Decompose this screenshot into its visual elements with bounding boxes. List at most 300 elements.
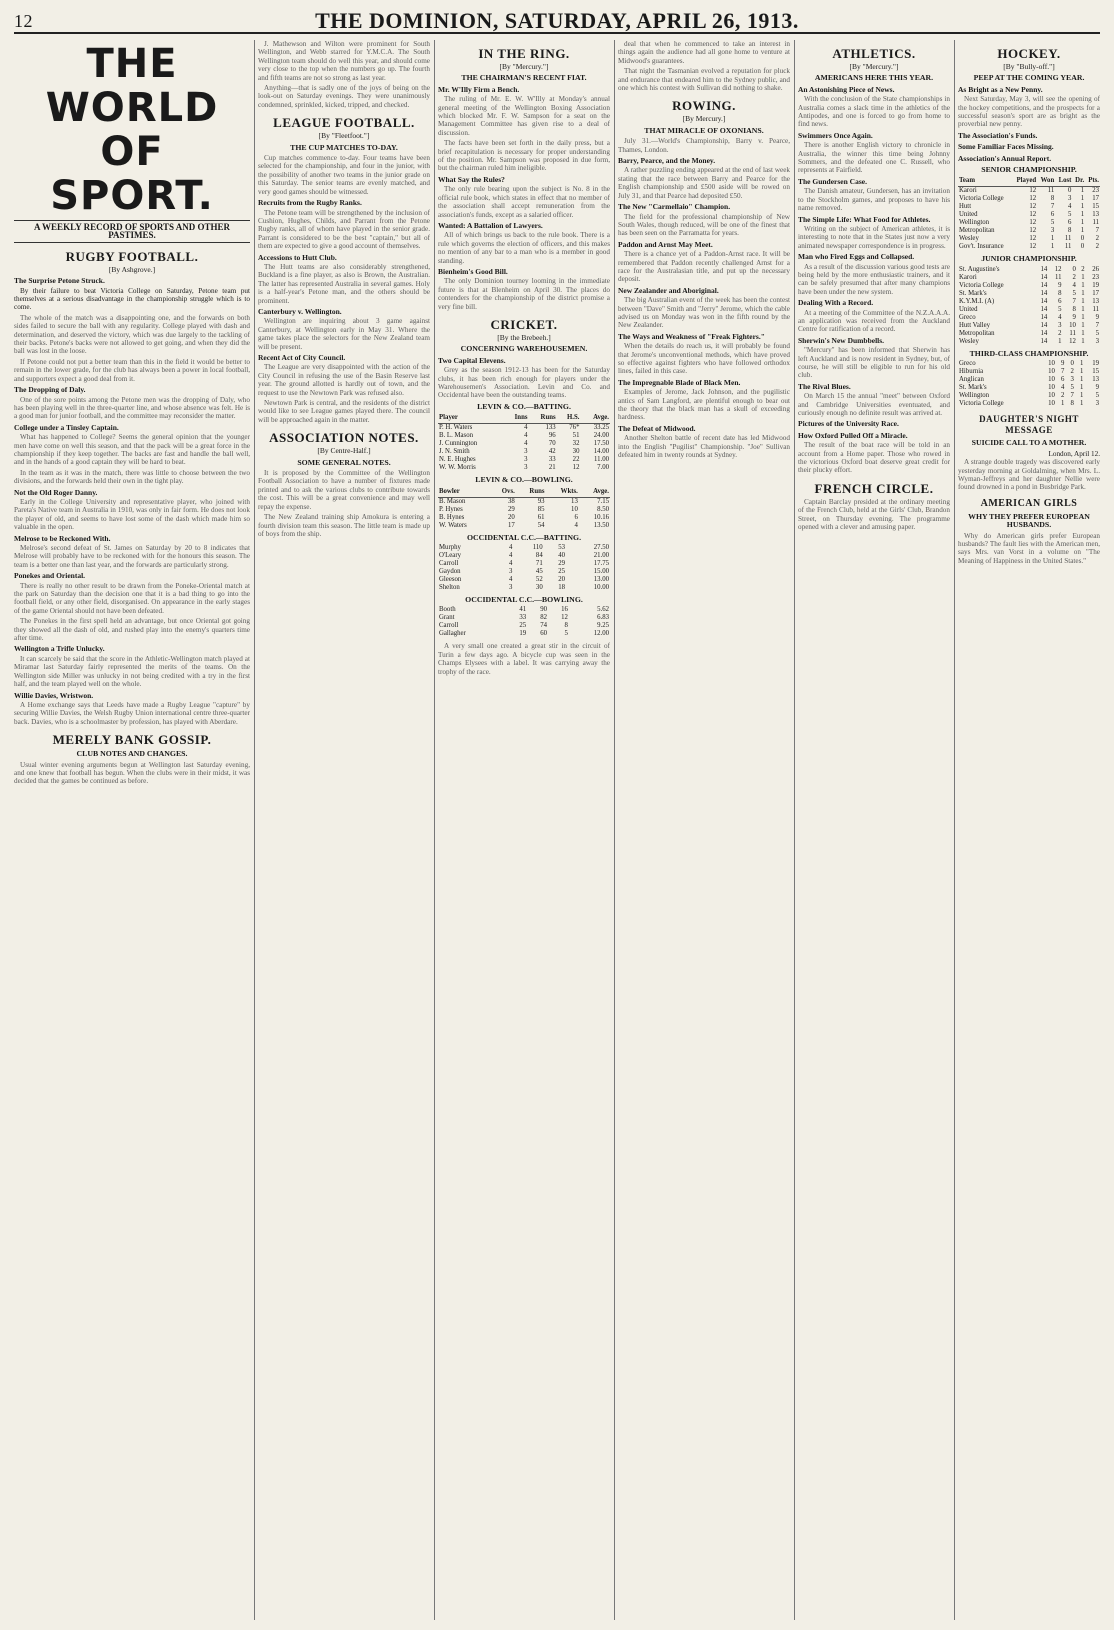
table-row	[958, 243, 1100, 251]
table-cell: 110	[532, 544, 543, 552]
article-subheading: Man who Fired Eggs and Collapsed.	[798, 252, 915, 262]
table-cell: 12	[1029, 227, 1037, 235]
table-cell: 10	[1069, 321, 1076, 329]
article-subheading: Willie Davies, Wristwon.	[14, 690, 94, 700]
body-text: Captain Barclay presided at the ordinary meeting of the French Club, held at the Girls' Club, Brandon Street, on Thursday evening. The programme opened with a clever and amusing paper.	[798, 497, 950, 532]
article-subheading: Mr. W'Illy Firm a Bench.	[438, 84, 520, 94]
table-cell: 3	[1095, 400, 1099, 408]
table-cell: 1	[1081, 337, 1085, 345]
table-cell: 4	[508, 576, 513, 584]
column-athletics	[798, 40, 950, 1620]
table-cell: 26	[1092, 265, 1099, 273]
table-cell: 1	[1081, 289, 1085, 297]
table-cell: Hutt	[959, 203, 972, 211]
table-cell: 1	[1081, 273, 1085, 281]
table-cell: 13	[1092, 297, 1099, 305]
table-cell: 14	[1040, 273, 1048, 281]
hockey-subheading: PEEP AT THE COMING YEAR.	[973, 73, 1085, 83]
table-cell: 32	[572, 440, 580, 448]
section-subtitle: A WEEKLY RECORD OF SPORTS AND OTHER PASTIMES.	[14, 220, 250, 243]
table-cell: St. Mark's	[959, 384, 987, 392]
table-cell: 5	[1095, 392, 1099, 400]
table-cell: Wesley	[959, 235, 979, 243]
article-subheading: The Simple Life: What Food for Athletes.	[798, 214, 931, 224]
article-subheading: The New "Carmellaio" Champion.	[618, 202, 731, 212]
table-row	[958, 314, 1100, 322]
table-row	[958, 211, 1100, 219]
table-row	[438, 544, 610, 552]
table-row	[958, 306, 1100, 314]
table-cell: Karori	[959, 273, 977, 281]
table-cell: 10	[1048, 392, 1055, 400]
rowing-subheading: THAT MIRACLE OF OXONIANS.	[644, 125, 764, 135]
table-cell: 1	[1081, 305, 1085, 313]
table-cell: 17.75	[593, 560, 609, 568]
league-subheading: THE CUP MATCHES TO-DAY.	[290, 142, 398, 152]
body-text: The New Zealand training ship Amokura is entering a fourth division team this season. The little team is made up of boys from the ship.	[258, 513, 430, 538]
table-cell: 6	[1050, 211, 1055, 219]
table-cell: W. W. Morris	[439, 464, 476, 472]
table-cell: 1	[1081, 313, 1085, 321]
body-text: The field for the professional championship of New South Wales, though reduced, will be one of the finest that has been seen on the Parramatta for years.	[618, 212, 790, 238]
table-row	[958, 384, 1100, 392]
article-subheading: Recent Act of City Council.	[258, 353, 346, 362]
article-subheading: Accessions to Hutt Club.	[258, 252, 337, 262]
table-cell: 12	[1069, 337, 1076, 345]
table-cell: 74	[540, 622, 548, 630]
table-cell: 13	[1092, 211, 1099, 219]
body-text: The facts have been set forth in the daily press, but a brief recapitulation is necessary for proper understanding of the position. Mr. Sampson was proposed in due form, but the chairman ruled him ineligible.	[438, 139, 610, 173]
body-text: The result of the boat race will be told in an account from a Home paper. Those who rowed in the victorious Oxford boat deserve great credit for their plucky effort.	[798, 441, 950, 475]
table-cell: United	[959, 211, 978, 219]
table-cell: Shelton	[439, 584, 460, 592]
table-cell: Gallagher	[439, 630, 466, 638]
body-text: "Mercury" has been informed that Sherwin has left Auckland and is now resident in Sydney, but, of course, he will still be eligible to run for his old club.	[798, 346, 950, 380]
assoc-subheading: SOME GENERAL NOTES.	[297, 457, 391, 467]
table-cell: 1	[1080, 392, 1084, 400]
athletics-subheading: AMERICANS HERE THIS YEAR.	[814, 73, 934, 83]
table-cell: 3	[524, 448, 528, 456]
table-cell: Anglican	[959, 376, 984, 384]
table-cell: 9.25	[597, 622, 609, 630]
ring-subheading: THE CHAIRMAN'S RECENT FIAT.	[461, 73, 587, 83]
body-text: There is a chance yet of a Paddon-Arnst race. It will be remembered that Paddon recently challenged Arnst for a race for the Australasian title, and put up the necessary deposit.	[618, 250, 790, 284]
table-cell: Carroll	[439, 622, 459, 630]
table-cell: Wellington	[959, 392, 990, 400]
table-cell: Gov't. Insurance	[959, 243, 1004, 251]
body-text: July 31.—World's Championship, Barry v. Pearce, Thames, London.	[618, 137, 790, 154]
table-cell: 27.50	[593, 544, 609, 552]
table-row	[958, 219, 1100, 227]
table-row	[438, 424, 610, 433]
table-cell: 19	[519, 630, 527, 638]
occidental-batting-heading: OCCIDENTAL C.C.—BATTING.	[466, 532, 582, 542]
body-text: All of which brings us back to the rule book. There is a rule which governs the election of officers, and this makes no mention of any bar to a man who is a member in good standing.	[438, 231, 610, 265]
table-row	[438, 606, 610, 614]
table-cell: 11	[1092, 219, 1099, 227]
table-cell: 6	[574, 513, 578, 521]
table-cell: N. E. Hughes	[439, 456, 476, 464]
levin-batting-heading: LEVIN & CO.—BATTING.	[477, 401, 571, 411]
table-row	[958, 235, 1100, 243]
article-subheading: Two Capital Elevens.	[438, 355, 506, 365]
body-text: When the details do reach us, it will probably be found that Jerome's unconventional methods, which have proved so effective against fighters who have followed orthodox lines, failed in this case.	[618, 342, 790, 376]
body-text: deal that when he commenced to take an interest in things again the audience had all gone home to venture at Midwood's guarantees.	[618, 40, 790, 65]
body-text: A strange double tragedy was discovered early yesterday morning at Goldalming, when Mrs. L. Wyman-Jeffreys and her daughter Nellie were found drowned in a pond in Busbridge Park.	[958, 458, 1100, 492]
table-cell: 14	[1040, 265, 1048, 273]
table-cell: Victoria College	[959, 195, 1004, 203]
table-cell: 4	[524, 432, 528, 440]
table-cell: 2	[1072, 273, 1076, 281]
body-text: It is proposed by the Committee of the Wellington Football Association to have a number of fixtures made printed and to ask the various clubs to contribute towards the cost. This will be a great convenience and may well repay the expense.	[258, 469, 430, 511]
table-cell: 5	[564, 630, 568, 638]
table-cell: 4	[1068, 203, 1072, 211]
athletics-heading: ATHLETICS.	[832, 46, 916, 61]
table-cell: 6.83	[597, 614, 609, 622]
table-row	[438, 432, 610, 440]
table-row	[958, 227, 1100, 235]
table-cell: 10.16	[593, 513, 609, 521]
article-subheading: As Bright as a New Penny.	[958, 84, 1043, 94]
body-text: At a meeting of the Committee of the N.Z.A.A.A. an application was received from the Auckland Centre for ratification of a record.	[798, 308, 950, 334]
article-subheading: Barry, Pearce, and the Money.	[618, 156, 716, 166]
table-row	[958, 400, 1100, 408]
article-subheading: The Association's Funds.	[958, 130, 1038, 140]
rugby-heading: RUGBY FOOTBALL.	[65, 248, 199, 264]
table-cell: Gleeson	[439, 576, 462, 584]
body-text: Grey as the season 1912-13 has been for the Saturday clubs, it has been rich enough for players under the Warehousemen's Association. Levin and Co. and Occidental have been the outstanding teams.	[438, 366, 610, 400]
table-cell: 19	[1092, 360, 1099, 368]
table-cell: 25	[558, 568, 566, 576]
table-cell: 84	[535, 552, 543, 560]
table-cell: 10	[1048, 368, 1055, 376]
article-subheading: The Gundersen Case.	[798, 176, 867, 186]
ring-heading: IN THE RING.	[478, 46, 570, 61]
table-cell: 93	[537, 497, 545, 505]
table-cell: 1	[1080, 227, 1085, 235]
table-cell: 12	[1029, 235, 1037, 243]
article-subheading: The Impregnable Blade of Black Men.	[618, 377, 741, 387]
table-cell: 2	[1058, 329, 1062, 337]
table-cell: 5	[1072, 289, 1076, 297]
table-cell: 8	[1050, 195, 1055, 203]
table-cell: 12	[1029, 187, 1037, 195]
body-text: The Danish amateur, Gundersen, has an invitation to the Stockholm games, and proposes to have his name removed.	[798, 187, 950, 213]
table-cell: P. H. Waters	[439, 424, 473, 432]
column-ring-cricket	[438, 40, 610, 1620]
table-cell: 11	[1092, 305, 1099, 313]
table-cell: 7.15	[597, 497, 609, 505]
body-text: The only rule bearing upon the subject is No. 8 in the official rule book, which states in effect that no member of the association shall accept remuneration from the association's funds, except as a salaried officer.	[438, 185, 610, 219]
table-row	[438, 440, 610, 448]
league-heading: LEAGUE FOOTBALL.	[273, 115, 415, 131]
table-cell: 17	[508, 521, 515, 529]
article-subheading: Not the Old Roger Danny.	[14, 487, 98, 497]
table-row	[438, 622, 610, 630]
table-cell: 4	[508, 560, 513, 568]
article-subheading: Dealing With a Record.	[798, 298, 874, 308]
article-subheading: Swimmers Once Again.	[798, 130, 873, 140]
table-row	[438, 552, 610, 560]
table-row	[438, 576, 610, 584]
table-cell: Gaydon	[439, 568, 461, 576]
article-subheading: Some Familiar Faces Missing.	[958, 142, 1054, 152]
table-cell: 14	[1040, 281, 1048, 289]
body-text: The ruling of Mr. E. W. W'Illy at Monday's annual general meeting of the Wellington Boxing Association which blocked Mr. F. W. Sampson for a seat on the Management Committee has given rise to a deal of discussion.	[438, 95, 610, 137]
table-cell: 4	[574, 521, 578, 529]
table-cell: Wellington	[959, 219, 990, 227]
table-cell: 23	[1092, 273, 1099, 281]
table-cell: 12	[1029, 195, 1037, 203]
table-cell: 12	[1029, 203, 1037, 211]
body-text: The only Dominion tourney looming in the immediate future is that at Blenheim on April 30. The places do contenders for the championship of the district promise a very fine bill.	[438, 277, 610, 311]
table-cell: 14	[1040, 313, 1048, 321]
table-cell: 3	[1050, 227, 1055, 235]
junior-championship-table	[958, 266, 1100, 346]
table-cell: 7.00	[597, 464, 609, 472]
table-cell: 2	[1095, 243, 1099, 251]
article-subheading: Pictures of the University Race.	[798, 419, 899, 429]
bank-heading: MERELY BANK GOSSIP.	[52, 732, 212, 748]
body-text: Writing on the subject of American athletes, it is interesting to note that in the States just now a very animated newspaper correspondence is in progress.	[798, 224, 950, 250]
table-cell: Karori	[959, 187, 977, 195]
body-text: Melrose's second defeat of St. James on Saturday by 20 to 8 indicates that Melrose will probably have to be reckoned with for the honours this season. The team is a better one than last year, and the forwards are particularly strong.	[14, 544, 250, 569]
table-cell: 10	[1048, 360, 1055, 368]
table-cell: Carroll	[439, 560, 459, 568]
table-cell: 12	[561, 614, 568, 622]
table-cell: 15.00	[593, 568, 609, 576]
table-cell: 1	[1080, 195, 1085, 203]
table-cell: 5	[1095, 329, 1099, 337]
body-text: On March 15 the annual "meet" between Oxford and Cambridge Universities eventuated, and curiously enough no definite result was arrived at.	[798, 392, 950, 418]
table-cell: 45	[535, 568, 543, 576]
table-cell: 12.00	[593, 630, 609, 638]
table-cell: 4	[1072, 281, 1076, 289]
table-row	[958, 392, 1100, 400]
levin-batting-table: Player Inns Runs H.S. Avge. P. H. Waters 4 133 76* 33.25 B. L. Mason 4 96 51 24.00 J. Cunnington 4 70 32 17.50 J. N. Smith 3 42 30 14.00 N. E. Hughes 3 33 22 11.00 W. W. Morris 3 21 12 7.00	[439, 414, 609, 472]
body-text: As a result of the discussion various good tests are being held by the more enthusiastic trainers, and it can be safely presumed that after many champions have been under the new system.	[798, 262, 950, 296]
body-text: That night the Tasmanian evolved a reputation for pluck and endurance that endeared him to the Sydney public, and one which his contest with Sullivan did nothing to shake.	[618, 67, 790, 93]
table-cell: 82	[540, 614, 548, 622]
table-cell: 61	[537, 513, 545, 521]
table-cell: Greco	[959, 313, 976, 321]
table-cell: 1	[1080, 211, 1085, 219]
table-cell: 41	[519, 606, 527, 614]
table-cell: Victoria College	[959, 400, 1004, 408]
table-cell: 20	[558, 576, 566, 584]
table-cell: Booth	[439, 606, 456, 614]
table-row	[958, 195, 1100, 203]
body-text: If Petone could not put a better team than this in the field it would be better to remain in the lower grade, for the club has always been a power in local football, and supporters expect a good deal from it.	[14, 357, 250, 383]
table-cell: 7	[1070, 392, 1074, 400]
table-cell: 21	[548, 464, 556, 472]
table-cell: 76*	[569, 424, 580, 432]
article-subheading: The Rival Blues.	[798, 381, 851, 391]
rowing-heading: ROWING.	[672, 98, 736, 114]
table-cell: B. Mason	[439, 497, 466, 505]
body-text: Early in the College University and representative player, who joined with Pareta's Native team in Australia in 1910, was only in fair form. He does not look the player of old, and seems to have lost some of the dash which made him so valuable in the open.	[14, 497, 250, 532]
body-text: The big Australian event of the week has been the contest between "Dave" Smith and "Jerry" Jerome, which the cable advised us on Monday was won in the fifth round by the New Zealander.	[618, 296, 790, 330]
table-cell: 4	[1058, 313, 1062, 321]
table-row	[958, 360, 1100, 368]
table-row	[438, 456, 610, 464]
hockey-heading: HOCKEY.	[997, 46, 1061, 61]
article-subheading: Ponekes and Oriental.	[14, 571, 86, 581]
table-cell: 7	[1072, 297, 1076, 305]
american-girls-subheading: WHY THEY PREFER EUROPEAN HUSBANDS.	[968, 511, 1090, 530]
table-cell: 1	[1060, 400, 1065, 408]
table-cell: 5	[1070, 384, 1074, 392]
table-cell: Greco	[959, 360, 976, 368]
table-cell: 10	[1048, 384, 1055, 392]
table-cell: Metropolitan	[959, 227, 995, 235]
table-cell: 10	[571, 505, 578, 513]
table-cell: O'Leary	[439, 552, 461, 560]
section-title: THE WORLD OF SPORT.	[45, 41, 219, 219]
table-cell: 3	[524, 456, 528, 464]
column-rugby	[14, 40, 250, 1620]
body-text: Why do American girls prefer European husbands? The fault lies with the American men, says Mrs. van Vorst in a volume on "The Meaning of Happiness in the United States."	[958, 531, 1100, 565]
article-subheading: Sherwin's New Dumbbells.	[798, 335, 885, 345]
table-cell: 15	[1092, 368, 1099, 376]
table-cell: 17	[1092, 195, 1099, 203]
table-row	[438, 497, 610, 506]
bank-subheading: CLUB NOTES AND CHANGES.	[76, 749, 188, 759]
table-cell: 3	[1068, 195, 1072, 203]
table-cell: 1	[1080, 376, 1084, 384]
table-cell: 5	[1058, 305, 1062, 313]
ring-byline: [By "Mercury."]	[499, 62, 549, 71]
page-number: 12	[14, 10, 33, 31]
table-row	[958, 266, 1100, 274]
article-subheading: Bienheim's Good Bill.	[438, 266, 508, 276]
table-row	[438, 568, 610, 576]
article-subheading: Paddon and Arnst May Meet.	[618, 239, 713, 249]
table-cell: 0	[1080, 235, 1085, 243]
table-cell: 6	[1060, 376, 1065, 384]
table-cell: 3	[1070, 376, 1074, 384]
table-cell: 51	[572, 432, 580, 440]
table-row	[438, 506, 610, 514]
table-cell: 1	[1050, 235, 1055, 243]
table-cell: 9	[1058, 281, 1062, 289]
table-cell: Wesley	[959, 337, 979, 345]
body-text: There is another English victory to chronicle in Australia, the winner this time being Johnny Sommers, and the defeated one C. Russell, who represents at Fairfield.	[798, 141, 950, 175]
table-cell: 1	[1080, 203, 1085, 211]
table-cell: 9	[1095, 313, 1099, 321]
body-text: In the team as it was in the match, there was little to choose between the two divisions, and the forwards held their own in the tight play.	[14, 468, 250, 486]
table-cell: 90	[540, 606, 548, 614]
table-cell: 5	[1050, 219, 1055, 227]
table-cell: 4	[508, 544, 513, 552]
table-cell: 33.25	[593, 424, 609, 432]
table-cell: W. Waters	[439, 521, 467, 529]
cricket-byline: [By the Brebeeh.]	[497, 332, 551, 342]
table-cell: 18	[558, 584, 566, 592]
table-cell: 7	[1060, 368, 1065, 376]
table-cell: 1	[1081, 297, 1085, 305]
table-cell: 17	[1092, 289, 1099, 297]
table-row	[438, 522, 610, 530]
body-text: Usual winter evening arguments begun at Wellington last Saturday evening, and one knew that football has begun. When the clubs were in their midst, it was decided that the games be continued as before.	[14, 760, 250, 786]
table-cell: 4	[524, 424, 528, 432]
table-cell: 1	[1050, 243, 1055, 251]
body-text: It can scarcely be said that the score in the Athletic-Wellington match played at Miramar last Saturday fairly represented the merits of the teams. On the Wellington side Miller was unlucky in not being credited with a try in the first half, and the team played well on the whole.	[14, 654, 250, 689]
table-cell: 33	[519, 614, 527, 622]
table-cell: 1	[1080, 187, 1085, 195]
article-paragraph: By their failure to beat Victoria College on Saturday, Petone team put themselves at a serious disadvantage in the championship struggle which is to come.	[14, 286, 250, 312]
article-subheading: The Dropping of Daly.	[14, 385, 86, 395]
table-cell: 12	[1029, 211, 1037, 219]
senior-championship-table: Team Played Won Lost Dr. Pts. Karori 12 11 0 1 23 Victoria College 12 8 3 1 17 Hutt 12 7 4 1 15 United 12 6 5 1 13 Wellington 12 5 6 1 11 Metropolitan 12 3 8 1 7 Wesley 12 1 11 0 2 Gov't. Insurance 12 1 11 0 2	[959, 177, 1099, 251]
table-row	[438, 614, 610, 622]
table-cell: 19	[1092, 281, 1099, 289]
table-cell: 12	[572, 464, 580, 472]
table-cell: 14	[1040, 305, 1048, 313]
table-cell: Hiburnia	[959, 368, 984, 376]
table-row	[438, 464, 610, 472]
table-cell: Victoria College	[959, 281, 1004, 289]
table-cell: 2	[1060, 392, 1065, 400]
table-cell: J. Cunnington	[439, 440, 478, 448]
table-row	[958, 203, 1100, 211]
table-cell: P. Hynes	[439, 505, 463, 513]
table-cell: 14	[1040, 337, 1048, 345]
body-text: Wellington are inquiring about 3 game against Canterbury, at Wellington early in May 31. Where the game takes place the selectors for the New Zealand team will be present.	[258, 317, 430, 351]
dateline: London, April 12.	[1048, 449, 1100, 458]
table-cell: 1	[1081, 281, 1085, 289]
table-cell: 11	[1047, 187, 1055, 195]
article-subheading: The Surprise Petone Struck.	[14, 276, 105, 286]
table-cell: Metropolitan	[959, 329, 995, 337]
table-cell: 85	[537, 505, 545, 513]
table-cell: 0	[1068, 187, 1072, 195]
table-cell: 13	[1092, 376, 1099, 384]
levin-bowling-table: Bowler Ovs. Runs Wkts. Avge. B. Mason 38 93 13 7.15 P. Hynes 29 85 10 8.50 B. Hynes 20 61 6 10.16 W. Waters 17 54 4 13.50	[439, 487, 609, 529]
table-cell: 6	[1058, 297, 1062, 305]
article-subheading: What Say the Rules?	[438, 174, 505, 184]
rugby-byline: [By Ashgrove.]	[108, 264, 156, 274]
french-heading: FRENCH CIRCLE.	[814, 480, 934, 496]
table-row	[958, 298, 1100, 306]
athletics-byline: [By "Mercury."]	[849, 62, 899, 71]
third-class-table	[958, 360, 1100, 408]
table-cell: 30	[535, 584, 543, 592]
table-cell: 11	[1064, 243, 1072, 251]
table-cell: 1	[1058, 337, 1062, 345]
body-text: Newtown Park is central, and the residents of the district would like to see League games played there. The council will be approached again in the matter.	[258, 399, 430, 424]
table-cell: 0	[1072, 265, 1076, 273]
table-cell: 14	[1040, 297, 1048, 305]
body-text: There is really no other result to be drawn from the Poneke-Oriental match at the park on Saturday than the decision one that it is a bad thing to go into the football field, or any other field, disorganised. On appearance in the early stages of the game Oriental should not have been defeated.	[14, 581, 250, 615]
table-cell: 14.00	[593, 448, 609, 456]
table-cell: St. Mark's	[959, 289, 987, 297]
table-cell: 60	[540, 630, 548, 638]
table-row	[958, 368, 1100, 376]
table-row	[958, 376, 1100, 384]
table-cell: 2	[1070, 368, 1074, 376]
table-cell: Murphy	[439, 544, 461, 552]
article-subheading: Canterbury v. Wellington.	[258, 306, 342, 316]
table-cell: 10	[1048, 400, 1055, 408]
body-text: A rather puzzling ending appeared at the end of last week stating that the race between Barry and Pearce for the English championship and £500 aside will be rowed on July 31, and that Pearce had deposited £50.	[618, 166, 790, 200]
table-cell: 17.50	[593, 440, 609, 448]
table-cell: 21.00	[593, 552, 609, 560]
table-cell: 52	[535, 576, 543, 584]
table-cell: Hutt Valley	[959, 321, 991, 329]
table-cell: 96	[548, 432, 556, 440]
table-cell: 3	[1058, 321, 1062, 329]
